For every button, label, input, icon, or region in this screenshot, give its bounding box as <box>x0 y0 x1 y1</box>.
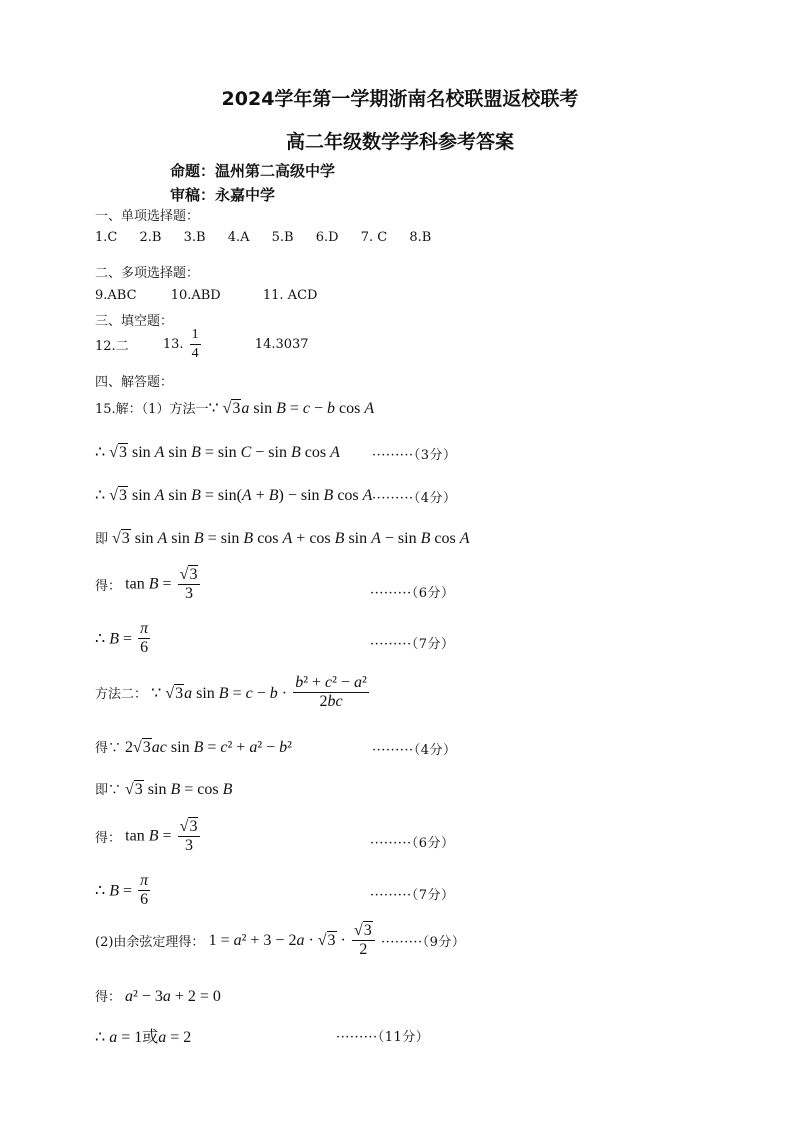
score-7-a: ·········（7分） <box>370 637 455 652</box>
q15-line-3: ∴ √3 sin A sin B = sin(A + B) − sin B cos A <box>95 487 373 504</box>
answer-2: 2.B <box>139 230 162 245</box>
answer-1: 1.C <box>95 230 118 245</box>
reviewer-line: 审稿：永嘉中学 <box>170 186 276 204</box>
q15-line-13: 得： a² − 3a + 2 = 0 <box>95 988 221 1005</box>
author-line: 命题：温州第二高级中学 <box>170 162 336 180</box>
answer-4: 4.A <box>227 230 250 245</box>
exam-subtitle: 高二年级数学学科参考答案 <box>285 131 514 153</box>
answer-13-denominator: 4 <box>191 346 199 361</box>
section-fill-blank: 三、填空题： <box>95 314 174 329</box>
q15-ji: 即 <box>95 532 109 547</box>
section-solve: 四、解答题： <box>95 375 174 390</box>
answer-11: 11. ACD <box>262 288 318 303</box>
score-4-b: ·········（4分） <box>372 743 457 758</box>
q15-method2-line: 方法二： ∵ √3a sin B = c − b · $\frac{\text{b² + c² − a²}}{2bc}$ <box>95 674 367 710</box>
q15-line-1: 15.解：（1）方法一∵ √3a sin B = c − b cos A <box>95 400 375 417</box>
q15-method2: 方法二： <box>95 687 148 702</box>
answer-13-label: 13. <box>162 337 184 352</box>
answer-5: 5.B <box>271 230 294 245</box>
score-11: ·········（11分） <box>336 1030 430 1045</box>
q15-part2-line: (2)由余弦定理得： 1 = a² + 3 − 2a · √3 · $\frac{√3}{2}$ ·········（9分） <box>95 922 466 958</box>
score-6-a: ·········（6分） <box>370 586 455 601</box>
q15-line-10: 得： tan B = $\frac{√3}{3}$ <box>95 818 202 855</box>
q15-ji-because: 即∵ <box>95 783 122 798</box>
exam-title: 2024学年第一学期浙南名校联盟返校联考 <box>221 88 579 110</box>
q15-line-14: ∴ a = 1或a = 2 <box>95 1029 192 1046</box>
q15-line-11: ∴ B = $\frac{\pi}{6}$ <box>95 872 149 908</box>
answer-10: 10.ABD <box>170 288 221 303</box>
q15-line-8: 得∵ 2√3ac sin B = c² + a² − b² <box>95 739 292 756</box>
score-9: ·········（9分） <box>380 935 466 950</box>
score-4-a: ·········（4分） <box>372 491 457 506</box>
answer-8: 8.B <box>409 230 432 245</box>
q15-line-2: ∴ √3 sin A sin B = sin C − sin B cos A <box>95 444 340 461</box>
section-single-choice: 一、单项选择题： <box>95 209 200 224</box>
answer-9: 9.ABC <box>95 288 137 303</box>
q15-part2: (2)由余弦定理得： <box>95 935 205 950</box>
q15-de-3: 得： <box>95 990 122 1005</box>
fill-blank-answers <box>95 326 309 363</box>
q15-line-6: ∴ B = $\frac{\pi}{6}$ <box>95 620 149 656</box>
score-7-b: ·········（7分） <box>370 888 455 903</box>
q15-line-5: 得： tan B = $\frac{√3}{3}$ <box>95 566 202 603</box>
multi-choice-answers <box>95 288 335 303</box>
answer-6: 6.D <box>315 230 339 245</box>
answer-3: 3.B <box>183 230 206 245</box>
answer-12: 12.二 <box>95 339 129 354</box>
score-6-b: ·········（6分） <box>370 836 455 851</box>
section-multi-choice: 二、多项选择题： <box>95 266 200 281</box>
answer-13-fraction <box>190 326 201 363</box>
q15-de-because: 得∵ <box>95 741 122 756</box>
answer-7: 7. C <box>360 230 388 245</box>
q15-de-1: 得： <box>95 579 122 594</box>
single-choice-answers <box>95 230 449 245</box>
q15-de-2: 得： <box>95 831 122 846</box>
q15-line-9: 即∵ √3 sin B = cos B <box>95 781 233 798</box>
score-3: ·········（3分） <box>372 448 457 463</box>
answer-13-numerator: 1 <box>190 326 201 345</box>
answer-14: 14.3037 <box>254 337 309 352</box>
q15-intro: 15.解：（1）方法一 <box>95 402 209 417</box>
q15-line-4: 即 √3 sin A sin B = sin B cos A + cos B sin A − sin B cos A <box>95 530 470 547</box>
